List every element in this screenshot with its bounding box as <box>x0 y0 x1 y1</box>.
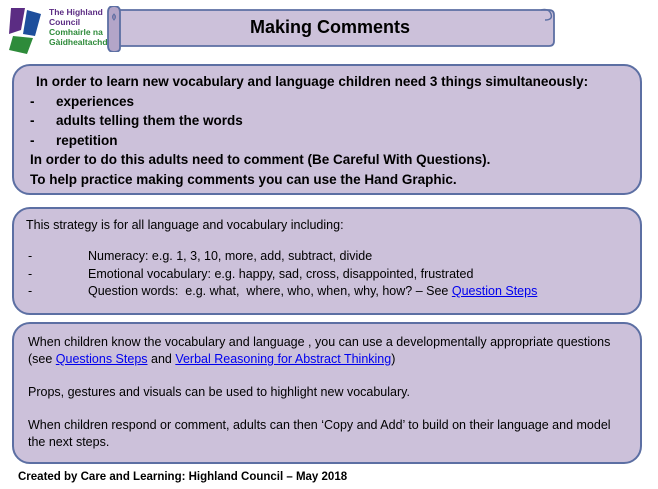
box1-intro: In order to learn new vocabulary and language children need 3 things simultaneously: <box>36 74 589 89</box>
box1-line: In order to do this adults need to comment (Be Careful With Questions). <box>30 152 491 167</box>
question-steps-link[interactable]: Question Steps <box>451 284 538 298</box>
learning-needs-box <box>12 64 642 195</box>
bullet-text: Emotional vocabulary: e.g. happy, sad, cross, disappointed, frustrated <box>88 266 474 281</box>
paragraph-text: and <box>147 352 176 366</box>
logo-line: Comhairle na <box>49 27 103 37</box>
highland-council-logo <box>5 4 108 56</box>
strategy-list <box>26 248 628 301</box>
box1-line: To help practice making comments you can use the Hand Graphic. <box>30 171 457 187</box>
questions-steps-link[interactable]: Questions Steps <box>55 352 148 366</box>
bullet-text: experiences <box>56 93 135 109</box>
list-item <box>30 92 624 112</box>
logo-line: Council <box>49 17 81 27</box>
list-item <box>26 266 628 284</box>
bullet-text: Numeracy: e.g. 1, 3, 10, more, add, subtract, divide <box>88 249 373 263</box>
bullet-dash: - <box>30 113 35 128</box>
list-item <box>30 111 624 131</box>
logo-line: The Highland <box>49 7 103 17</box>
box2-intro: This strategy is for all language and vocabulary including: <box>26 218 344 232</box>
comments-guidance-box <box>12 322 642 464</box>
bullet-text: adults telling them the words <box>56 113 243 128</box>
bullet-dash: - <box>28 266 33 281</box>
list-item <box>26 248 628 266</box>
bullet-dash: - <box>30 93 35 109</box>
box3-paragraph: When children respond or comment, adults can then ‘Copy and Add’ to build on their language and model the next steps. <box>28 418 611 449</box>
paragraph-text: ) <box>391 352 396 366</box>
bullet-dash: - <box>28 249 33 263</box>
council-emblem-icon <box>5 4 49 56</box>
bullet-text: repetition <box>56 132 118 148</box>
bullet-dash: - <box>30 132 35 148</box>
verbal-reasoning-link[interactable]: Verbal Reasoning for Abstract Thinking <box>175 352 392 366</box>
bullet-text: Question words: e.g. what, where, who, when, why, how? – See <box>88 284 452 298</box>
paragraph-text: When children know the vocabulary and language , you can use a developmentally appropriate questions (see <box>28 335 611 366</box>
bullet-dash: - <box>28 284 33 298</box>
page-title: Making Comments <box>249 17 411 37</box>
strategy-scope-box <box>12 207 642 315</box>
footer-credit: Created by Care and Learning: Highland Council – May 2018 <box>18 471 348 483</box>
list-item <box>26 283 628 301</box>
logo-line: Gàidhealtachd <box>49 37 108 47</box>
list-item <box>30 131 624 151</box>
box3-paragraph <box>28 334 626 368</box>
box3-paragraph: Props, gestures and visuals can be used to highlight new vocabulary. <box>28 385 410 399</box>
